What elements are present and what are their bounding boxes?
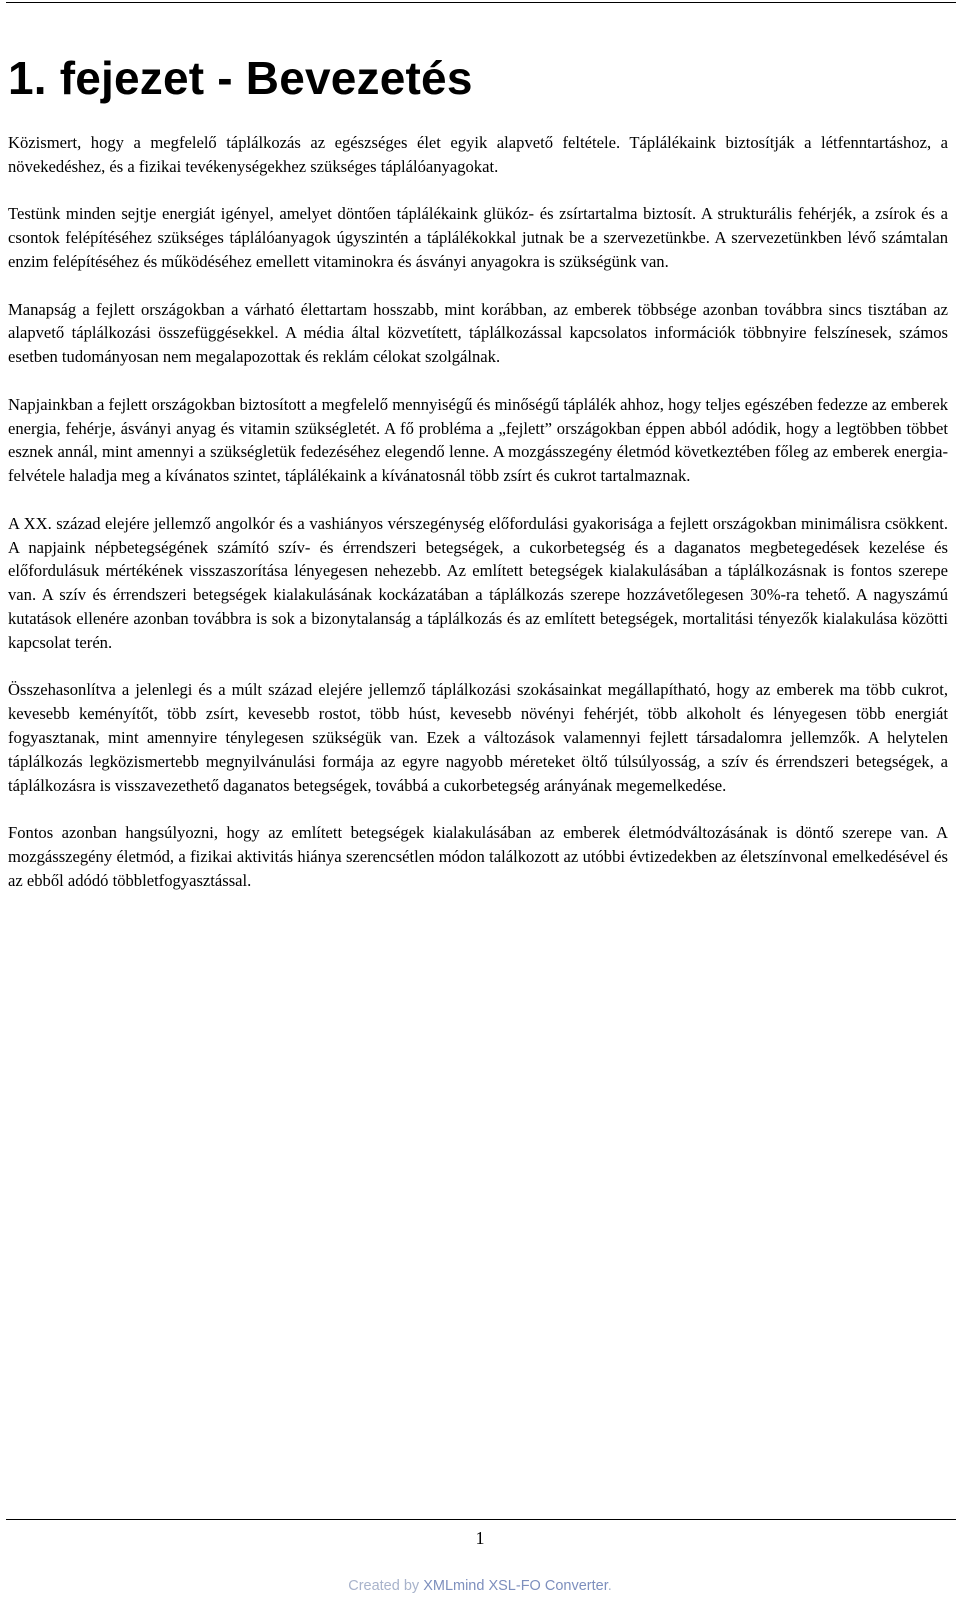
header-rule (6, 2, 956, 3)
paragraph: Manapság a fejlett országokban a várható élettartam hosszabb, mint korábban, az emberek többsége azonban továbbra sincs tisztában az alapvető táplálkozási összefüggésekkel. A média által közvetített, táplálkozással kapcsolatos információk többnyire felszínesek, számos esetben tudományosan nem megalapozottak és reklám célokat szolgálnak. (8, 299, 948, 367)
footer-rule (6, 1519, 956, 1520)
generator-note (0, 1577, 960, 1595)
page-number: 1 (475, 1528, 485, 1548)
chapter-title: 1. fejezet - Bevezetés (8, 52, 473, 104)
paragraph: A XX. század elejére jellemző angolkór és a vashiányos vérszegénység előfordulási gyakorisága a fejlett országokban minimálisra csökkent. A napjaink népbetegségének számító szív- és érrendszeri betegségek, a cukorbetegség és a daganatos megbetegedések kezelése és előfordulásuk mértékének visszaszorítása lényegesen nehezebb. Az említett betegségek kialakulásában a táplálkozásnak is fontos szerepe van. A szív és érrendszeri betegségek kialakulásának kockázatában a táplálkozás szerepe hozzávetőlegesen 30%-ra tehető. A nagyszámú kutatások ellenére azonban továbbra is sok a bizonytalanság a táplálkozás és az említett betegségek, mortalitási tényezők kialakulása közötti kapcsolat terén. (8, 513, 948, 652)
paragraph: Testünk minden sejtje energiát igényel, amelyet döntően táplálékaink glükóz- és zsírtartalma biztosít. A strukturális fehérjék, a zsírok és a csontok felépítéséhez szükséges táplálóanyagok úgyszintén a táplálékokkal jutnak be a szervezetünkbe. A szervezetünkben lévő számtalan enzim felépítéséhez és működéséhez emellett vitaminokra és ásványi anyagokra is szükségünk van. (8, 204, 948, 271)
paragraph: Közismert, hogy a megfelelő táplálkozás az egészséges élet egyik alapvető feltétele. Táplálékaink biztosítják a létfenntartáshoz, a növekedéshez, és a fizikai tevékenységekhez szükséges táplálóanyagokat. (8, 133, 948, 176)
generator-prefix: Created by (348, 1578, 424, 1594)
generator-brand-link[interactable]: XMLmind XSL-FO Converter (423, 1578, 608, 1594)
paragraph: Napjainkban a fejlett országokban biztosított a megfelelő mennyiségű és minőségű táplálék ahhoz, hogy teljes egészében fedezze az emberek energia, fehérje, ásványi anyag és vitamin szükségletét. A fő probléma a „fejlett” országokban éppen abból adódik, hogy a legtöbben többet esznek annál, mint amennyi a szükségletük fedezéséhez elegendő lenne. A mozgásszegény életmód következtében főleg az emberek energia-felvétele haladja meg a kívánatos szintet, táplálékaink a kívánatosnál több zsírt és cukrot tartalmaznak. (8, 394, 948, 486)
generator-suffix: . (607, 1578, 612, 1594)
chapter-body (8, 131, 948, 916)
paragraph: Összehasonlítva a jelenlegi és a múlt század elejére jellemző táplálkozási szokásainkat megállapítható, hogy az emberek ma több cukrot, kevesebb keményítőt, több zsírt, kevesebb rostot, több húst, kevesebb növényi fehérjét, több alkoholt és lényegesen több energiát fogyasztanak, mint amennyire ténylegesen szükségük van. Ezek a változások valamennyi fejlett társadalomra jellemzők. A helytelen táplálkozás legközismertebb megnyilvánulási formája az egyre nagyobb méreteket öltő túlsúlyosság, a szív és érrendszeri betegségek, a táplálkozásra is visszavezethető daganatos betegségek, továbbá a cukorbetegség arányának megemelkedése. (8, 680, 948, 795)
paragraph: Fontos azonban hangsúlyozni, hogy az említett betegségek kialakulásában az emberek életmódváltozásának is döntő szerepe van. A mozgásszegény életmód, a fizikai aktivitás hiánya szerencsétlen módon találkozott az utóbbi évtizedekben az életszínvonal emelkedésével és az ebből adódó többletfogyasztással. (8, 823, 948, 890)
